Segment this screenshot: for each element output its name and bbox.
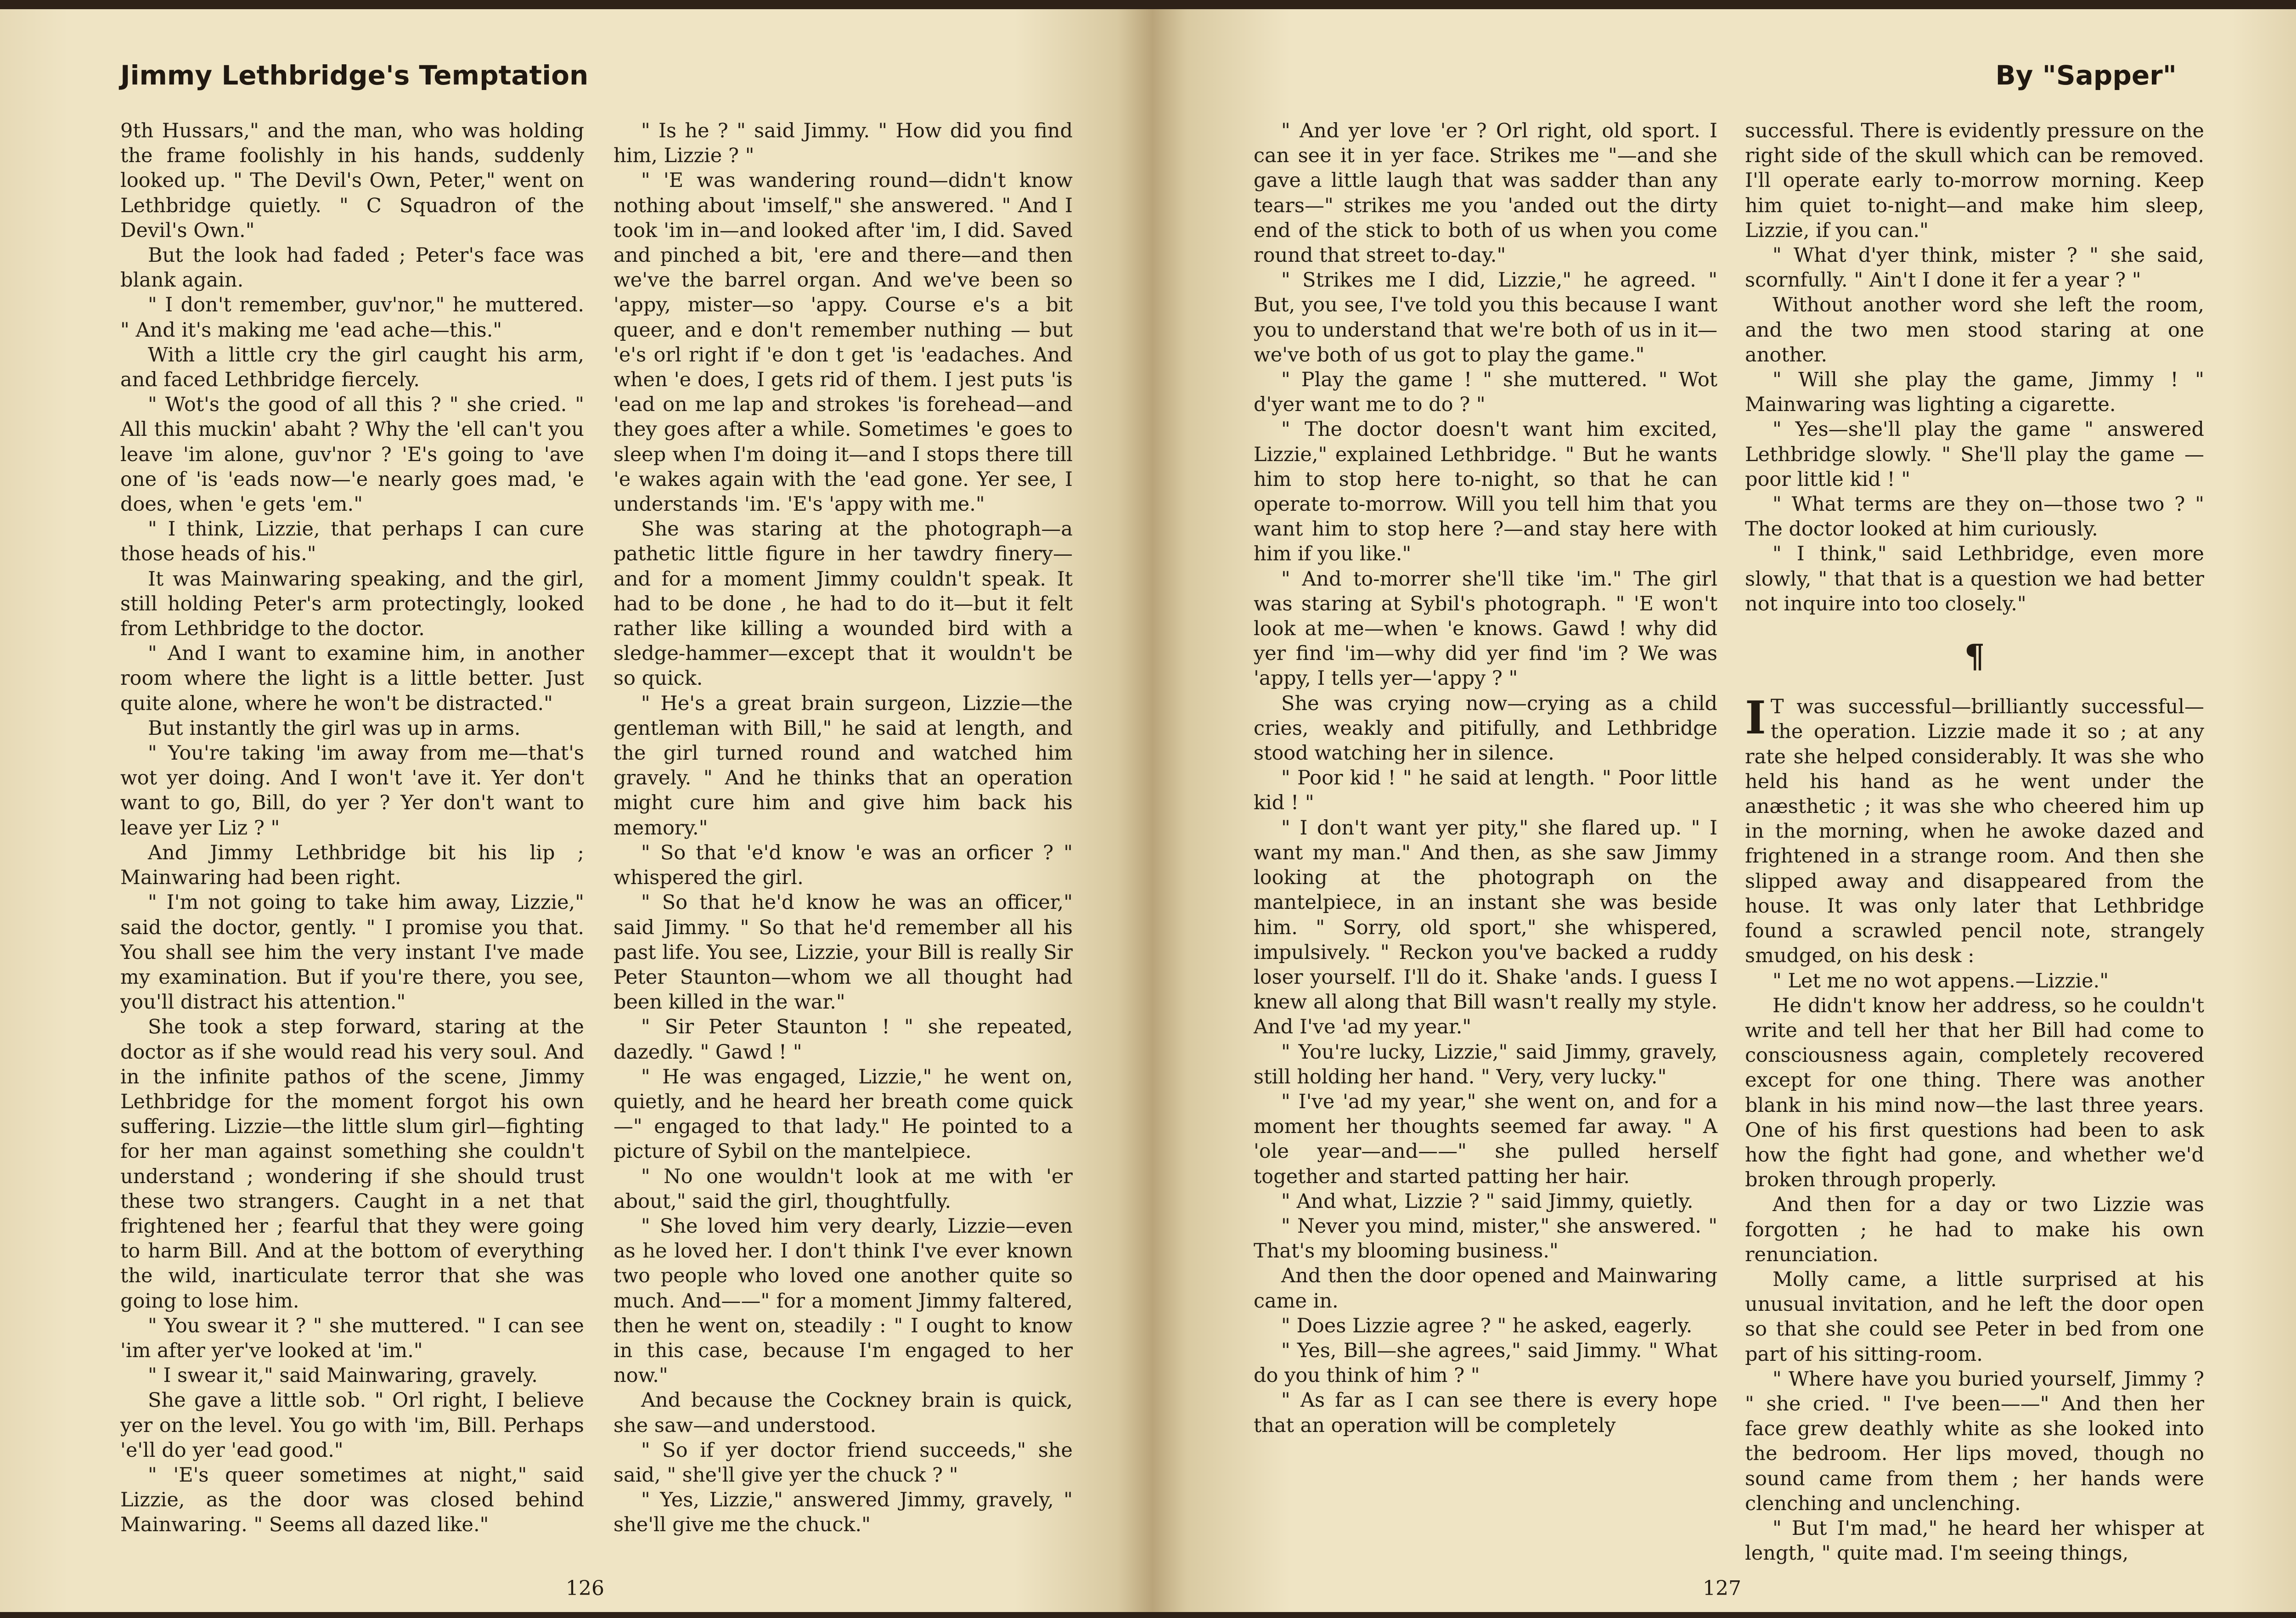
paragraph: " Strikes me I did, Lizzie," he agreed. " But, you see, I've told you this because I want you to understand that we're both of us in it—we've both of us got to play the game." [1254,269,1717,366]
paragraph: " Does Lizzie agree ? " he asked, eagerly. [1281,1314,1693,1337]
paragraph: She took a step forward, staring at the doctor as if she would read his very soul. And in the infinite pathos of the scene, Jimmy Lethbridge for the moment forgot his own suffering. Lizzie—the little slum girl—fighting for her man against something she couldn't understand ; wondering if she should trust these two strangers. Caught in a net that frightened her ; fearful that they were going to harm Bill. And at the bottom of everything the wild, inarticulate terror that she was going to lose him. [120,1015,584,1313]
left-column-1 [120,118,584,1538]
right-column-2 [1745,118,2204,1566]
paragraph: " I don't want yer pity," she flared up. " I want my man." And then, as she saw Jimmy looking at the photograph on the mantelpiece, in an instant she was beside him. " Sorry, old sport," she whispered, impulsively. " Reckon you've backed a ruddy loser yourself. I'll do it. Shake 'ands. I guess I knew all along that Bill wasn't really my style. And I've 'ad my year." [1254,816,1717,1039]
paragraph: " I've 'ad my year," she went on, and for a moment her thoughts seemed far away. " A 'ole year—and——" she pulled herself together and started patting her hair. [1254,1090,1717,1188]
paragraph: " Yes, Lizzie," answered Jimmy, gravely, " she'll give me the chuck." [613,1488,1073,1537]
paragraph: " He's a great brain surgeon, Lizzie—the gentleman with Bill," he said at length, and the girl turned round and watched him gravely. " And he thinks that an operation might cure him and give him back his memory." [613,692,1073,840]
paragraph: And because the Cockney brain is quick, she saw—and understood. [613,1389,1073,1437]
paragraph: " You're lucky, Lizzie," said Jimmy, gravely, still holding her hand. " Very, very lucky." [1254,1040,1717,1088]
paragraph: " Let me no wot appens.—Lizzie." [1773,969,2109,992]
right-column-1 [1254,118,1717,1438]
paragraph: " I'm not going to take him away, Lizzie," said the doctor, gently. " I promise you that. You shall see him the very instant I've made my examination. But if you're there, you see, you'll distract his attention." [120,891,584,1014]
section-opening-text: T was successful—brilliantly successful—the operation. Lizzie made it so ; at any rate she helped considerably. It was she who held his hand as he went under the anæsthetic ; it was she who cheered him up in the morning, when he awoke dazed and frightened in a strange room. And then she slipped away and disappeared from the house. It was only later that Lethbridge found a scrawled pencil note, strangely smudged, on his desk : [1745,695,2204,968]
paragraph: " And yer love 'er ? Orl right, old sport. I can see it in yer face. Strikes me "—and she gave a little laugh that was sadder than any tears—" strikes me you 'anded out the dirty end of the stick to both of us when you come round that street to-day." [1254,119,1717,267]
paragraph: She was staring at the photograph—a pathetic little figure in her tawdry finery—and for a moment Jimmy couldn't speak. It had to be done , he had to do it—but it felt rather like killing a wounded bird with a sledge-hammer—except that it wouldn't be so quick. [613,518,1073,690]
paragraph: " You're taking 'im away from me—that's wot yer doing. And I won't 'ave it. Yer don't want to go, Bill, do yer ? Yer don't want to leave yer Liz ? " [120,742,584,840]
paragraph: " And I want to examine him, in another room where the light is a little better. Just quite alone, where he won't be distracted." [120,642,584,715]
paragraph: It was Mainwaring speaking, and the girl, still holding Peter's arm protectingly, looked from Lethbridge to the doctor. [120,567,584,641]
paragraph: " But I'm mad," he heard her whisper at length, " quite mad. I'm seeing things, [1745,1517,2204,1565]
paragraph: " And to-morrer she'll tike 'im." The girl was staring at Sybil's photograph. " 'E won't look at me—when 'e knows. Gawd ! why did yer find 'im—why did yer find 'im ? We was 'appy, I tells yer—'appy ? " [1254,567,1717,690]
paragraph: " Will she play the game, Jimmy ! " Mainwaring was lighting a cigarette. [1745,368,2204,417]
paragraph: " Yes—she'll play the game " answered Lethbridge slowly. " She'll play the game —poor little kid ! " [1745,418,2204,491]
drop-cap: I [1745,692,1766,745]
section-mark: ¶ [1964,637,1985,676]
paragraph: " 'E's queer sometimes at night," said Lizzie, as the door was closed behind Mainwaring. " Seems all dazed like." [120,1463,584,1537]
section-opening-paragraph [1745,694,2204,968]
paragraph: Without another word she left the room, and the two men stood staring at one another. [1745,293,2204,366]
paragraph: " You swear it ? " she muttered. " I can see 'im after yer've looked at 'im." [120,1314,584,1362]
paragraph: " So that 'e'd know 'e was an orficer ? " whispered the girl. [613,841,1073,890]
right-column-2-after [1745,969,2204,1566]
paragraph: " He was engaged, Lizzie," he went on, quietly, and he heard her breath come quick—" engaged to that lady." He pointed to a picture of Sybil on the mantelpiece. [613,1065,1073,1163]
paragraph: " So if yer doctor friend succeeds," she said, " she'll give yer the chuck ? " [613,1438,1073,1487]
paragraph: " Sir Peter Staunton ! " she repeated, dazedly. " Gawd ! " [613,1015,1073,1064]
paragraph: With a little cry the girl caught his arm, and faced Lethbridge fiercely. [120,343,584,392]
paragraph: He didn't know her address, so he couldn't write and tell her that her Bill had come to consciousness again, completely recovered except for one thing. There was another blank in his mind now—the last three years. One of his first questions had been to ask how the fight had gone, and whether we'd broken through properly. [1745,994,2204,1192]
paragraph: " I swear it," said Mainwaring, gravely. [148,1364,538,1387]
paragraph: " And what, Lizzie ? " said Jimmy, quietly. [1281,1190,1694,1213]
paragraph: " Is he ? " said Jimmy. " How did you find him, Lizzie ? " [613,119,1073,168]
paragraph: And then the door opened and Mainwaring came in. [1254,1264,1717,1313]
paragraph: But the look had faded ; Peter's face was blank again. [120,244,584,292]
paragraph: " She loved him very dearly, Lizzie—even as he loved her. I don't think I've ever known two people who loved one another quite so much. And——" for a moment Jimmy faltered, then he went on, steadily : " I ought to know in this case, because I'm engaged to her now." [613,1214,1073,1387]
paragraph: " I don't remember, guv'nor," he muttered. " And it's making me 'ead ache—this." [120,293,584,342]
paragraph: " As far as I can see there is every hope that an operation will be completely [1254,1389,1717,1437]
paragraph: " Never you mind, mister," she answered. " That's my blooming business." [1254,1214,1717,1263]
paragraph: " No one wouldn't look at me with 'er about," said the girl, thoughtfully. [613,1165,1073,1213]
paragraph: " Wot's the good of all this ? " she cried. " All this muckin' abaht ? Why the 'ell can't you leave 'im alone, guv'nor ? 'E's going to 'ave one of 'is 'eads now—'e nearly goes mad, 'e does, when 'e gets 'em." [120,393,584,516]
running-head-left: Jimmy Lethbridge's Temptation [120,60,589,91]
paragraph: " I think," said Lethbridge, even more slowly, " that that is a question we had better not inquire into too closely." [1745,542,2204,615]
paragraph: But instantly the girl was up in arms. [148,716,521,740]
right-column-2-before [1745,118,2204,616]
paragraph: She was crying now—crying as a child cries, weakly and pitifully, and Lethbridge stood watching her in silence. [1254,692,1717,765]
paragraph: And then for a day or two Lizzie was forgotten ; he had to make his own renunciation. [1745,1193,2204,1266]
running-head-right: By "Sapper" [1995,60,2177,91]
paragraph: " Poor kid ! " he said at length. " Poor little kid ! " [1254,767,1717,815]
left-column-2 [613,118,1073,1538]
paragraph: Molly came, a little surprised at his unusual invitation, and he left the door open so that she could see Peter in bed from one part of his sitting-room. [1745,1268,2204,1366]
paragraph: " Where have you buried yourself, Jimmy ? " she cried. " I've been——" And then her face grew deathly white as she looked into the bedroom. Her lips moved, though no sound came from them ; her hands were clenching and unclenching. [1745,1367,2204,1515]
paragraph: " Play the game ! " she muttered. " Wot d'yer want me to do ? " [1254,368,1717,417]
paragraph: " Yes, Bill—she agrees," said Jimmy. " What do you think of him ? " [1254,1339,1717,1387]
paragraph: " So that he'd know he was an officer," said Jimmy. " So that he'd remember all his past life. You see, Lizzie, your Bill is really Sir Peter Staunton—whom we all thought had been killed in the war." [613,891,1073,1014]
paragraph: She gave a little sob. " Orl right, I believe yer on the level. You go with 'im, Bill. Perhaps 'e'll do yer 'ead good." [120,1389,584,1462]
paragraph: successful. There is evidently pressure on the right side of the skull which can be removed. I'll operate early to-morrow morning. Keep him quiet to-night—and make him sleep, Lizzie, if you can." [1745,119,2204,242]
paragraph: 9th Hussars," and the man, who was holding the frame foolishly in his hands, suddenly looked up. " The Devil's Own, Peter," went on Lethbridge quietly. " C Squadron of the Devil's Own." [120,119,584,242]
paragraph: " The doctor doesn't want him excited, Lizzie," explained Lethbridge. " But he wants him to stop here to-night, so that he can operate to-morrow. Will you tell him that you want him to stop here ?—and stay here with him if you like." [1254,418,1717,566]
right-page [1153,9,2296,1612]
paragraph: " 'E was wandering round—didn't know nothing about 'imself," she answered. " And I took 'im in—and looked after 'im, I did. Saved and pinched a bit, 'ere and there—and then we've the barrel organ. And we've been so 'appy, mister—so 'appy. Course e's a bit queer, and e don't remember nuthing — but 'e's orl right if 'e don t get 'is 'eadaches. And when 'e does, I gets rid of them. I jest puts 'is 'ead on me lap and strokes 'is forehead—and they goes after a while. Sometimes 'e goes to sleep when I'm doing it—and I stops there till 'e wakes again with the 'ead gone. Yer see, I understands 'im. 'E's 'appy with me." [613,169,1073,516]
paragraph: " What d'yer think, mister ? " she said, scornfully. " Ain't I done it fer a year ? " [1745,244,2204,292]
paragraph: " What terms are they on—those two ? " The doctor looked at him curiously. [1745,493,2204,541]
left-page [0,9,1153,1612]
paragraph: " I think, Lizzie, that perhaps I can cure those heads of his." [120,518,584,566]
page-number-right: 127 [1703,1577,1741,1600]
paragraph: And Jimmy Lethbridge bit his lip ; Mainwaring had been right. [120,841,584,890]
page-number-left: 126 [566,1577,604,1600]
